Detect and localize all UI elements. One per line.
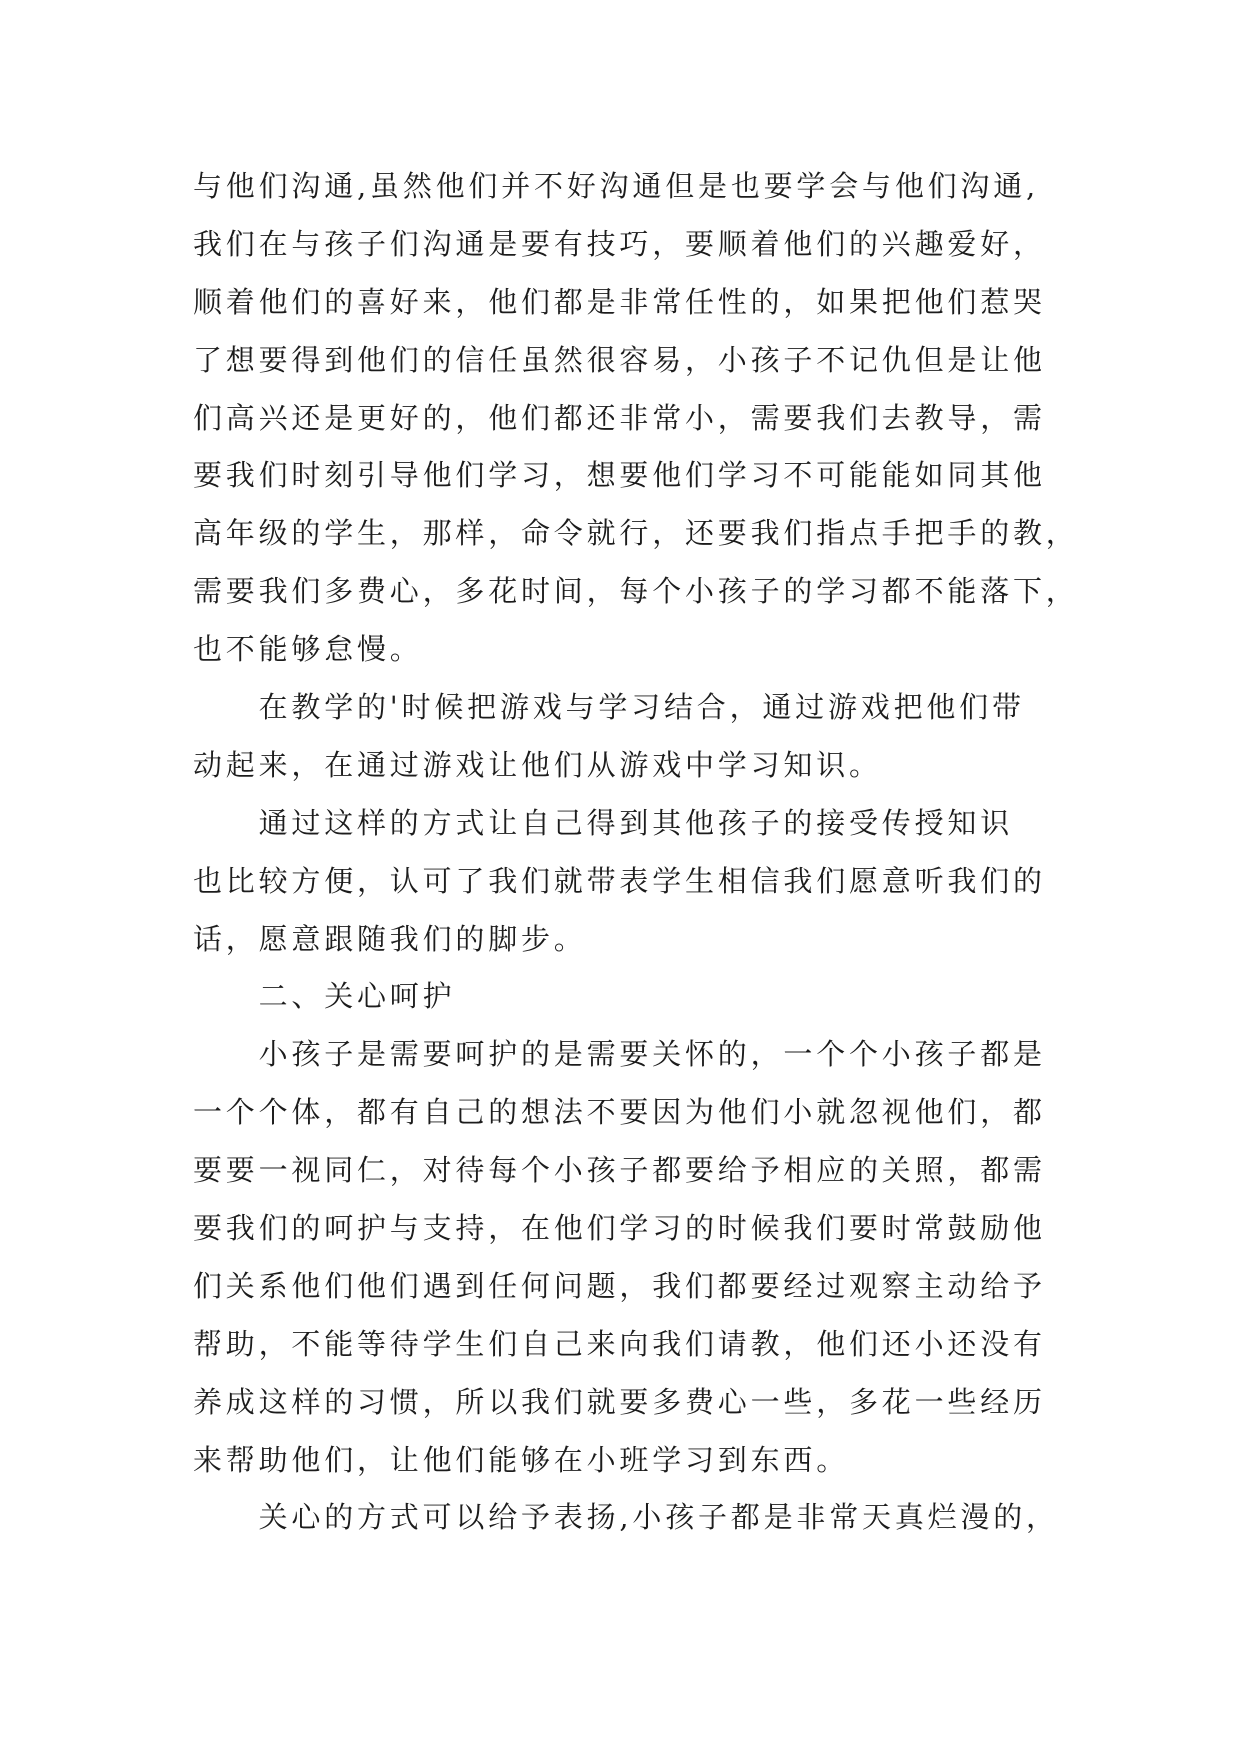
text-line: 了想要得到他们的信任虽然很容易，小孩子不记仇但是让他: [193, 342, 1046, 377]
section-heading-text: 二、关心呵护: [258, 979, 456, 1014]
text-line: 要我们时刻引导他们学习，想要他们学习不可能能如同其他: [193, 458, 1046, 493]
text-line: 我们在与孩子们沟通是要有技巧，要顺着他们的兴趣爱好，: [193, 226, 1046, 261]
text-line: 在教学的'时候把游戏与学习结合，通过游戏把他们带: [258, 690, 1025, 725]
text-line: 也比较方便，认可了我们就带表学生相信我们愿意听我们的: [193, 863, 1046, 898]
paragraph: [193, 1026, 1093, 1489]
text-line: 顺着他们的喜好来，他们都是非常任性的，如果把他们惹哭: [193, 284, 1046, 319]
text-line: 养成这样的习惯，所以我们就要多费心一些，多花一些经历: [193, 1384, 1046, 1419]
text-line: 要要一视同仁，对待每个小孩子都要给予相应的关照，都需: [193, 1153, 1046, 1188]
text-line: 来帮助他们，让他们能够在小班学习到东西。: [193, 1442, 850, 1477]
text-line: 需要我们多费心，多花时间，每个小孩子的学习都不能落下，: [193, 574, 1079, 609]
text-line: 话，愿意跟随我们的脚步。: [193, 921, 587, 956]
text-line: 高年级的学生，那样，命令就行，还要我们指点手把手的教，: [193, 516, 1079, 551]
body-text: [193, 158, 1093, 1547]
text-line: 动起来，在通过游戏让他们从游戏中学习知识。: [193, 747, 882, 782]
paragraph: [193, 679, 1093, 795]
text-line: 们高兴还是更好的，他们都还非常小，需要我们去教导，需: [193, 400, 1046, 435]
text-line: 通过这样的方式让自己得到其他孩子的接受传授知识: [258, 805, 1013, 840]
text-line: 要我们的呵护与支持，在他们学习的时候我们要时常鼓励他: [193, 1211, 1046, 1246]
paragraph: [193, 158, 1093, 679]
text-line: 帮助，不能等待学生们自己来向我们请教，他们还小还没有: [193, 1326, 1046, 1361]
text-line: 也不能够怠慢。: [193, 632, 423, 667]
paragraph: [193, 795, 1093, 969]
paragraph: [193, 1489, 1093, 1547]
text-line: 小孩子是需要呵护的是需要关怀的，一个个小孩子都是: [258, 1037, 1046, 1072]
text-line: 一个个体，都有自己的想法不要因为他们小就忽视他们，都: [193, 1095, 1046, 1130]
text-line: 们关系他们他们遇到任何问题，我们都要经过观察主动给予: [193, 1268, 1046, 1303]
text-line: 与他们沟通,虽然他们并不好沟通但是也要学会与他们沟通,: [193, 169, 1040, 203]
text-line: 关心的方式可以给予表扬,小孩子都是非常天真烂漫的，: [258, 1500, 1059, 1535]
section-heading: [193, 968, 1093, 1026]
